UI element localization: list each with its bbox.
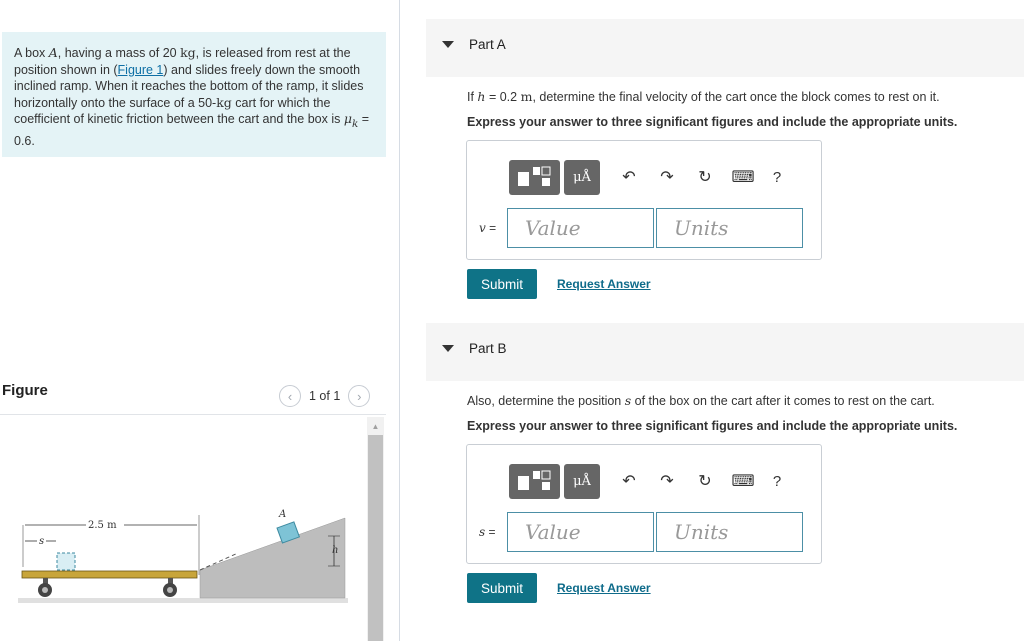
collapse-triangle-icon[interactable] (442, 41, 454, 48)
part-b-answer-box (466, 444, 822, 564)
s-label: s (39, 536, 45, 547)
templates-icon[interactable] (509, 160, 560, 195)
keyboard-icon[interactable]: ⌨ (731, 473, 755, 490)
unit-kg: kg (216, 94, 232, 110)
submit-button[interactable]: Submit (467, 573, 537, 603)
problem-statement (2, 32, 386, 157)
math-toolbar (509, 159, 792, 195)
panel-divider (399, 0, 400, 641)
units-input[interactable]: Units (656, 208, 803, 248)
undo-icon[interactable]: ↶ (622, 473, 636, 490)
chevron-right-icon[interactable]: › (348, 385, 370, 407)
variable-label (479, 525, 496, 539)
problem-text: A box (14, 46, 49, 60)
question-text: = 0.2 (485, 90, 521, 104)
units-input[interactable]: Units (656, 512, 803, 552)
scroll-thumb[interactable] (368, 435, 383, 641)
value-input[interactable]: Value (507, 512, 654, 552)
chevron-left-icon[interactable]: ‹ (279, 385, 301, 407)
mu-symbol: μ (343, 111, 352, 126)
question-text: of the box on the cart after it comes to rest on the cart. (631, 394, 935, 408)
question-unit: m (520, 89, 533, 104)
undo-icon[interactable]: ↶ (622, 169, 636, 186)
question-variable: h (477, 89, 486, 104)
part-a-header[interactable] (426, 19, 1024, 77)
figure-link[interactable]: Figure 1 (117, 62, 164, 77)
h-label: h (332, 545, 339, 556)
figure-image (0, 415, 365, 641)
unit-kg: kg (180, 45, 196, 60)
request-answer-link[interactable]: Request Answer (557, 581, 651, 595)
left-panel (0, 0, 400, 641)
value-input[interactable]: Value (507, 208, 654, 248)
math-toolbar (509, 463, 792, 499)
ramp-cart-diagram (0, 415, 365, 641)
scroll-up-arrow-icon[interactable]: ▲ (371, 421, 380, 431)
question-text: If (467, 90, 478, 104)
units-symbol-button[interactable]: μÅ (564, 464, 600, 499)
redo-icon[interactable]: ↷ (660, 169, 674, 186)
problem-text: = 0.6. (14, 112, 370, 148)
variable-symbol: s (479, 525, 486, 539)
figure-title: Figure (2, 382, 48, 399)
request-answer-link[interactable]: Request Answer (557, 277, 651, 291)
question-text: Also, determine the position (467, 394, 625, 408)
part-a-answer-box (466, 140, 822, 260)
question-variable: s (624, 393, 632, 408)
box-variable: A (48, 45, 58, 60)
figure-scrollbar[interactable] (367, 417, 384, 641)
redo-icon[interactable]: ↷ (660, 473, 674, 490)
problem-text: , having a mass of 20 (57, 46, 181, 60)
part-b-header[interactable] (426, 323, 1024, 381)
part-a-question (467, 89, 940, 104)
mu-subscript: k (351, 117, 359, 130)
help-icon[interactable]: ? (772, 168, 782, 186)
problem-text: cart for which the coefficient of kinetic friction between the cart and the box is (14, 95, 344, 126)
equals-sign: = (485, 221, 497, 235)
part-b-label: Part B (469, 341, 507, 356)
part-b-instruction: Express your answer to three significant figures and include the appropriate units. (467, 419, 958, 433)
variable-symbol: v (479, 221, 486, 235)
variable-label (479, 221, 496, 235)
problem-text: , is released from rest at the position shown in ( (14, 46, 351, 77)
figure-pager (279, 385, 370, 407)
reset-icon[interactable]: ↻ (698, 473, 712, 490)
part-b-question (467, 393, 935, 408)
help-icon[interactable]: ? (772, 472, 782, 490)
equals-sign: = (485, 525, 496, 539)
units-symbol-button[interactable]: μÅ (564, 160, 600, 195)
collapse-triangle-icon[interactable] (442, 345, 454, 352)
problem-text: ) and slides freely down the smooth inclined ramp. When it reaches the bottom of the ramp, it slides horizontally onto the surface of a 50- (14, 62, 364, 110)
keyboard-icon[interactable]: ⌨ (731, 169, 755, 186)
reset-icon[interactable]: ↻ (698, 169, 712, 186)
part-a-instruction: Express your answer to three significant figures and include the appropriate units. (467, 115, 958, 129)
part-a-label: Part A (469, 37, 506, 52)
pager-text: 1 of 1 (309, 389, 341, 403)
distance-label: 2.5 m (88, 520, 117, 531)
question-text: , determine the final velocity of the cart once the block comes to rest on it. (532, 90, 940, 104)
box-label: A (279, 509, 287, 520)
templates-icon[interactable] (509, 464, 560, 499)
submit-button[interactable]: Submit (467, 269, 537, 299)
